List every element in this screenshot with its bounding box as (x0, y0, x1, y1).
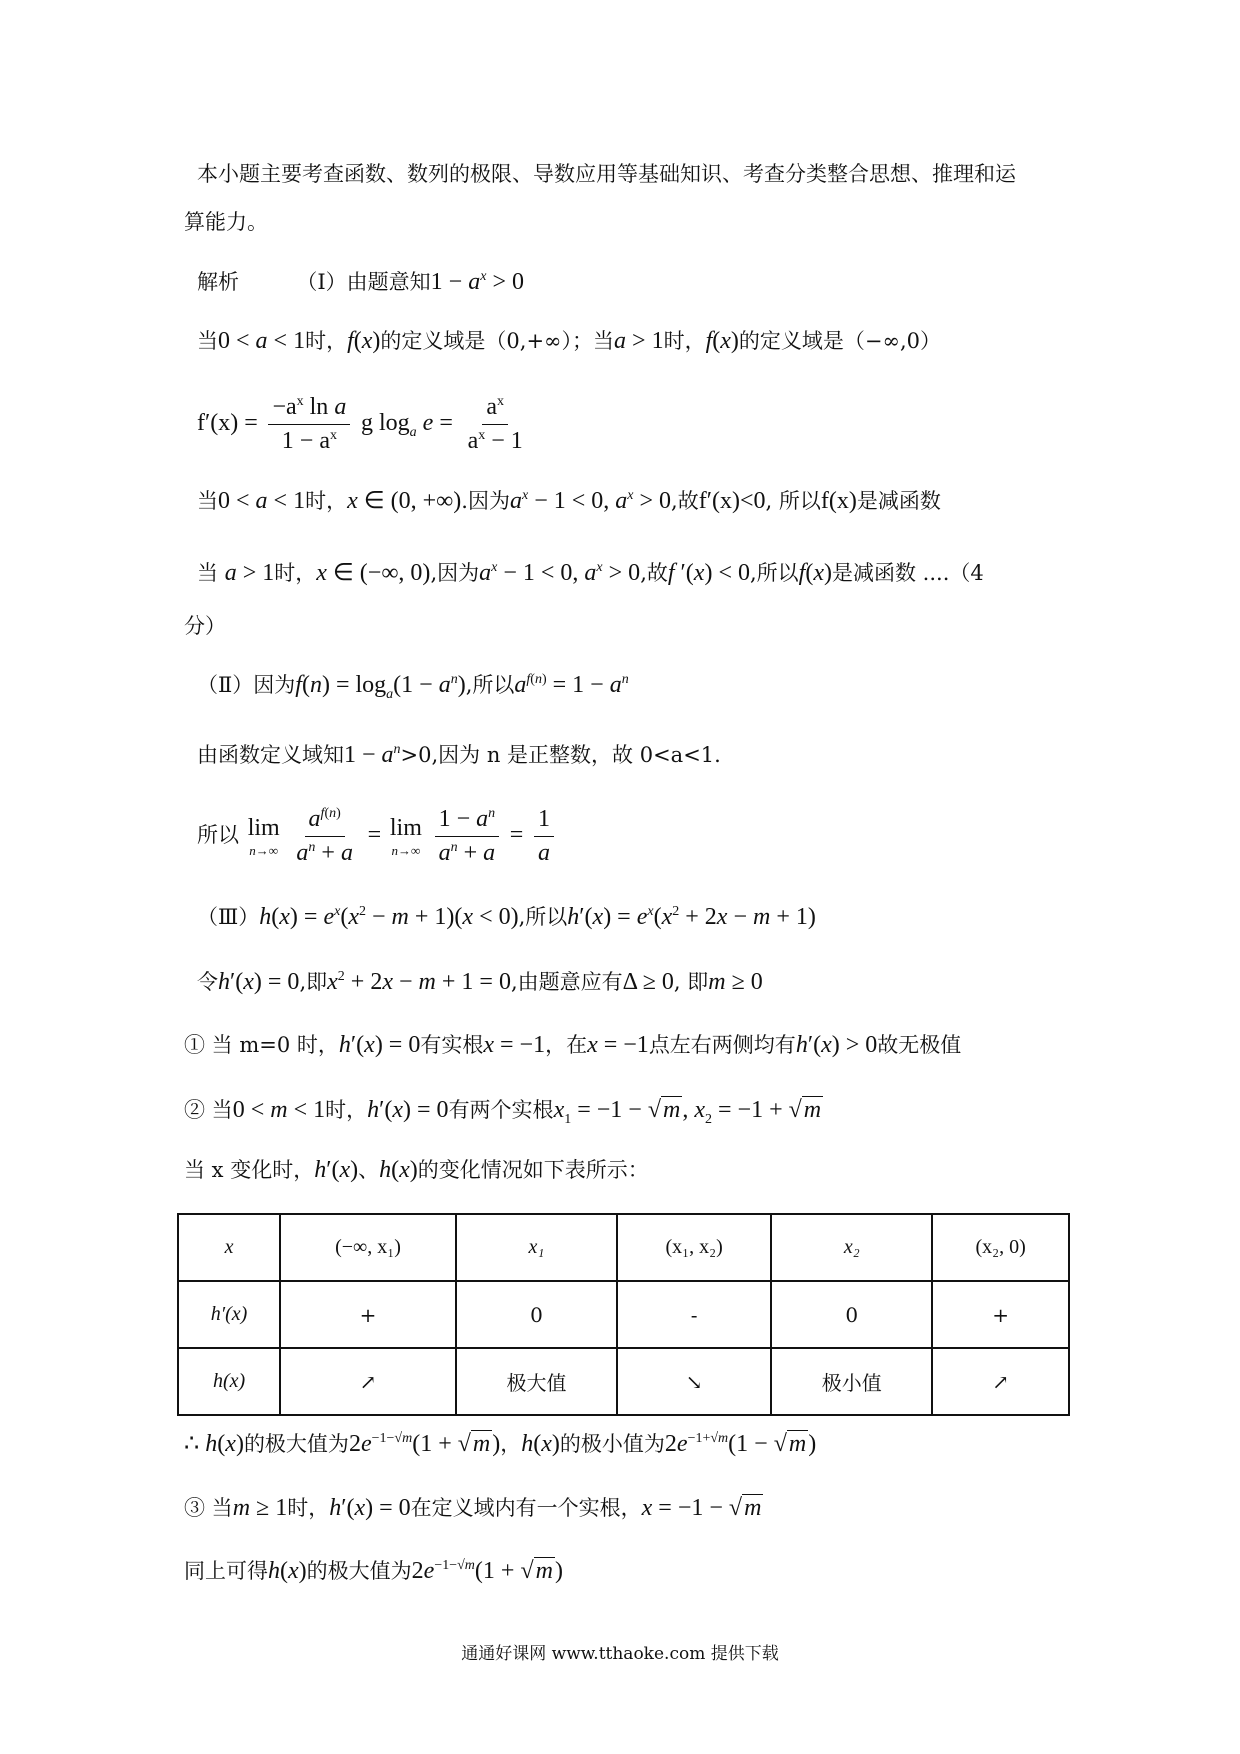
variation-table (177, 1213, 1070, 1416)
domain-line: 当0 < a < 1时，f(x)的定义域是（0,+∞）；当a > 1时，f(x)的定义域是（−∞,0） (197, 328, 942, 354)
table-cell: - (617, 1281, 771, 1348)
case1-line: 当0 < a < 1时，x ∈ (0, +∞).因为$a^x - 1 < 0$, $a^x > 0$,故f′(x)<0, 所以f(x)是减函数 (197, 488, 941, 514)
table-cell: ↗ (932, 1348, 1069, 1415)
part1-heading: 解析 （Ⅰ）由题意知$1 - a^x > 0$ (197, 269, 524, 295)
zero-condition: 令h′(x) = 0,即$x^2 + 2x - m + 1 = 0$,由题意应有Δ ≥ 0, 即m ≥ 0 (197, 969, 763, 995)
analysis-label: 解析 (197, 270, 239, 294)
table-cell: x₁ (456, 1214, 617, 1281)
therefore-line: ∴ h(x)的极大值为$2e^{-1-√m}(1 + √m)$，h(x)的极小值为$2e^{-1+√m}(1 - √m)$ (184, 1431, 817, 1457)
table-cell: ↘ (617, 1348, 771, 1415)
table-intro: 当 x 变化时，h′(x)、h(x)的变化情况如下表所示： (184, 1157, 649, 1183)
case2-continuation: 分） (184, 614, 226, 638)
same-result-line: 同上可得h(x)的极大值为$2e^{-1-√m}(1 + √m)$ (184, 1558, 563, 1584)
table-cell: (x₂, 0) (932, 1214, 1069, 1281)
table-row (178, 1281, 1069, 1348)
case-m-zero: ① 当 m=0 时，h′(x) = 0有实根x = −1，在x = −1点左右两侧均有h′(x) > 0故无极值 (184, 1032, 962, 1058)
table-cell: 极小值 (771, 1348, 932, 1415)
part2-heading: （Ⅱ）因为$f(n) = \log_a(1 - a^n)$,所以$a^{f(n)} = 1 - a^n$ (197, 672, 629, 702)
part2-domain: 由函数定义域知$1 - a^n>0$,因为 n 是正整数，故 0<a<1. (197, 742, 721, 768)
table-cell: h(x) (178, 1348, 280, 1415)
case-m-between: ② 当0 < m < 1时，h′(x) = 0有两个实根$x_1 = -1 - √m$, $x_2 = -1 + √m$ (184, 1097, 822, 1127)
part3-heading: （Ⅲ）h(x) = $e^x(x^2 - m + 1)(x < 0)$,所以$h'(x) = e^x(x^2 + 2x - m + 1)$ (197, 904, 816, 930)
footer-credit: 通通好课网 www.tthaoke.com 提供下载 (461, 1644, 779, 1664)
intro-line-2: 算能力。 (184, 210, 268, 234)
case2-line: 当 a > 1时，x ∈ (−∞, 0),因为$a^x - 1 < 0$, $a^x > 0$,故f ′(x) < 0,所以f(x)是减函数 ....（4 (197, 560, 984, 586)
table-cell: 0 (456, 1281, 617, 1348)
table-cell: x (178, 1214, 280, 1281)
intro-line-1: 本小题主要考查函数、数列的极限、导数应用等基础知识、考查分类整合思想、推理和运 (197, 162, 1016, 186)
table-cell: ↗ (280, 1348, 456, 1415)
table-cell: x₂ (771, 1214, 932, 1281)
table-cell: 0 (771, 1281, 932, 1348)
derivative-formula: f′(x) = $\frac{-a^x \ln a}{1 - a^x}$ g $\log_a e$ = $\frac{a^x}{a^x - 1}$ (197, 394, 523, 454)
table-row (178, 1348, 1069, 1415)
table-cell: + (932, 1281, 1069, 1348)
table-cell: h′(x) (178, 1281, 280, 1348)
case-m-ge-one: ③ 当m ≥ 1时，h′(x) = 0在定义域内有一个实根，x = −1 − √m (184, 1495, 762, 1521)
table-cell: + (280, 1281, 456, 1348)
table-cell: (−∞, x₁) (280, 1214, 456, 1281)
table-cell: (x₁, x₂) (617, 1214, 771, 1281)
table-cell: 极大值 (456, 1348, 617, 1415)
table-row (178, 1214, 1069, 1281)
limit-formula: 所以 lim n→∞ $\frac{a^{f(n)}}{a^n + a}$ = lim n→∞ $\frac{1 - a^n}{a^n + a}$ = $\frac{1}{a}$ (197, 805, 558, 868)
